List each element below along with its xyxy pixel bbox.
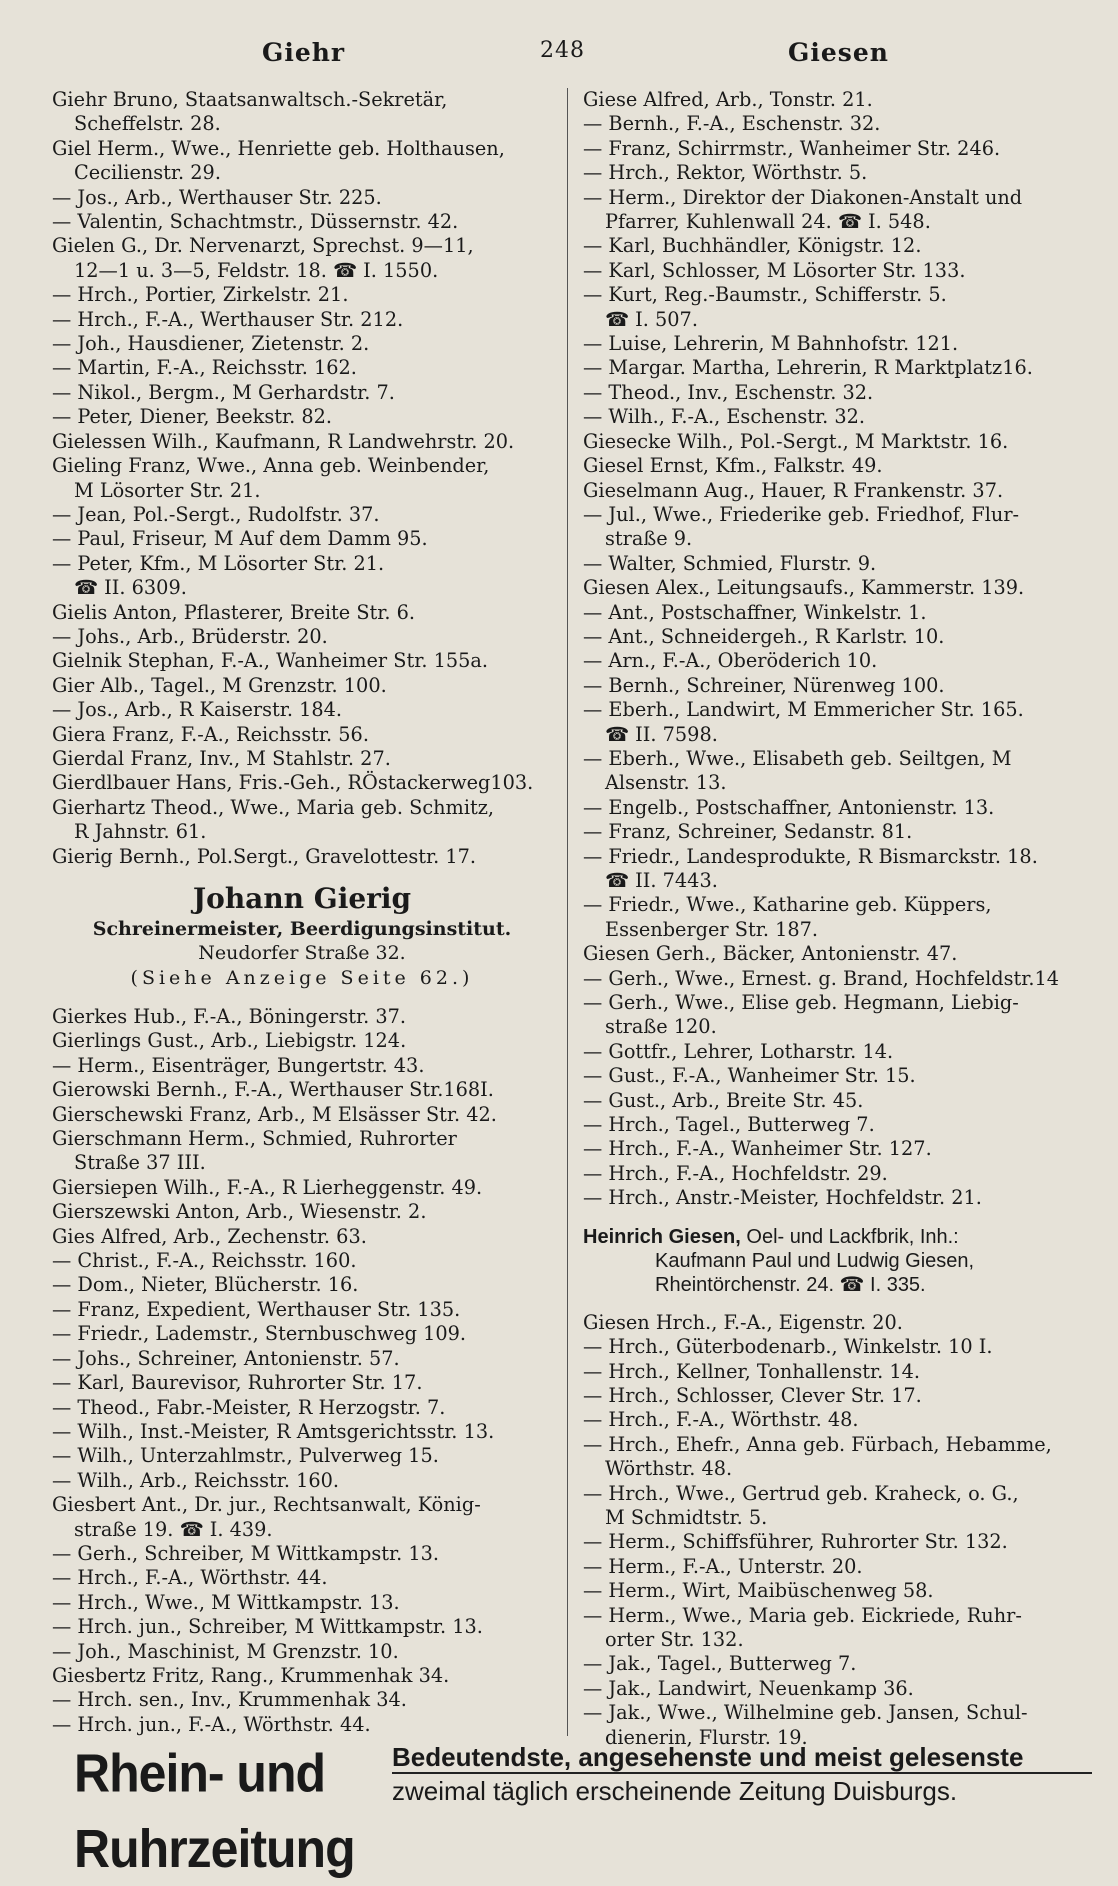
entry-line: — Hrch., Tagel., Butterweg 7.: [583, 1113, 875, 1137]
entry-line: — Herm., Wwe., Maria geb. Eickriede, Ruhr-: [583, 1603, 1022, 1627]
directory-entry: [52, 1322, 552, 1346]
directory-entry: [52, 332, 552, 356]
newspaper-ad-banner: [52, 1738, 1096, 1879]
entry-line: — Theod., Inv., Eschenstr. 32.: [583, 380, 874, 404]
directory-entry: [583, 1604, 1095, 1653]
entry-line: Alsenstr. 13.: [605, 771, 727, 795]
directory-entry: [52, 1176, 552, 1200]
ad2-line2: Kaufmann Paul und Ludwig Giesen,: [655, 1249, 975, 1272]
directory-entry: [583, 112, 1095, 136]
entry-line: Gieling Franz, Wwe., Anna geb. Weinbender,: [52, 454, 490, 478]
directory-entry: [583, 674, 1095, 698]
directory-entry: [52, 1029, 552, 1053]
directory-entry: [52, 601, 552, 625]
directory-entry: [583, 796, 1095, 820]
entry-line: — Gerh., Wwe., Elise geb. Hegmann, Liebig-: [583, 991, 1019, 1015]
entry-line: — Nikol., Bergm., M Gerhardstr. 7.: [52, 380, 395, 404]
left-entries-1: [52, 88, 552, 869]
directory-entry: [583, 1162, 1095, 1186]
entry-line: straße 120.: [605, 1015, 717, 1039]
banner-line1: Bedeutendste, angesehenste und meist gelesenste: [392, 1742, 1024, 1772]
entry-line: dienerin, Flurstr. 19.: [605, 1725, 808, 1749]
entry-line: M Schmidtstr. 5.: [605, 1505, 768, 1529]
page-header: [0, 38, 1118, 78]
directory-entry: [583, 1408, 1095, 1432]
directory-entry: [583, 1335, 1095, 1359]
heinrich-giesen-ad: [583, 1225, 1095, 1297]
entry-line: orter Str. 132.: [605, 1627, 744, 1651]
directory-entry: [52, 1249, 552, 1273]
directory-entry: [583, 1555, 1095, 1579]
directory-entry: [52, 649, 552, 673]
entry-line: — Franz, Schirrmstr., Wanheimer Str. 246.: [583, 136, 1001, 160]
directory-entry: [583, 405, 1095, 429]
entry-line: Gielen G., Dr. Nervenarzt, Sprechst. 9—11,: [52, 234, 474, 258]
directory-entry: [52, 137, 552, 186]
directory-entry: [52, 1347, 552, 1371]
entry-line: Gierig Bernh., Pol.Sergt., Gravelottestr. 17.: [52, 844, 477, 868]
entry-line: — Hrch., F.-A., Werthauser Str. 212.: [52, 307, 404, 331]
entry-line: — Hrch., F.-A., Wörthstr. 48.: [583, 1408, 859, 1432]
directory-entry: [52, 381, 552, 405]
directory-entry: [52, 1396, 552, 1420]
directory-entry: [52, 698, 552, 722]
directory-entry: [583, 893, 1095, 942]
entry-line: — Hrch. jun., Schreiber, M Wittkampstr. 13.: [52, 1615, 483, 1639]
entry-line: — Herm., Schiffsführer, Ruhrorter Str. 132.: [583, 1530, 1008, 1554]
entry-line: — Bernh., F.-A., Eschenstr. 32.: [583, 112, 881, 136]
entry-line: Giesen Gerh., Bäcker, Antonienstr. 47.: [583, 942, 958, 966]
entry-line: Gierszewski Anton, Arb., Wiesenstr. 2.: [52, 1200, 427, 1224]
directory-entry: [52, 723, 552, 747]
entry-line: — Peter, Kfm., M Lösorter Str. 21.: [52, 551, 385, 575]
directory-entry: [583, 283, 1095, 332]
entry-line: M Lösorter Str. 21.: [74, 478, 261, 502]
entry-line: — Hrch., Güterbodenarb., Winkelstr. 10 I.: [583, 1335, 993, 1359]
entry-line: Gielessen Wilh., Kaufmann, R Landwehrstr. 20.: [52, 429, 515, 453]
entry-line: — Gottfr., Lehrer, Lotharstr. 14.: [583, 1039, 894, 1063]
entry-line: R Jahnstr. 61.: [74, 820, 207, 844]
entry-line: — Martin, F.-A., Reichsstr. 162.: [52, 356, 357, 380]
entry-line: Gierdal Franz, Inv., M Stahlstr. 27.: [52, 746, 391, 770]
entry-line: — Gust., F.-A., Wanheimer Str. 15.: [583, 1064, 916, 1088]
directory-entry: [52, 1566, 552, 1590]
entry-line: — Friedr., Landesprodukte, R Bismarckstr. 18.: [583, 844, 1038, 868]
directory-entry: [583, 649, 1095, 673]
directory-entry: [583, 1113, 1095, 1137]
directory-entry: [583, 1384, 1095, 1408]
directory-entry: [52, 527, 552, 551]
entry-line: 12—1 u. 3—5, Feldstr. 18. ☎ I. 1550.: [74, 258, 439, 282]
entry-line: ☎ II. 7598.: [605, 722, 718, 746]
directory-entry: [583, 967, 1095, 991]
entry-line: — Herm., Wirt, Maibüschenweg 58.: [583, 1579, 934, 1603]
directory-entry: [583, 88, 1095, 112]
entry-line: — Arn., F.-A., Oberöderich 10.: [583, 649, 878, 673]
entry-line: Gierlings Gust., Arb., Liebigstr. 124.: [52, 1029, 407, 1053]
entry-line: — Theod., Fabr.-Meister, R Herzogstr. 7.: [52, 1395, 446, 1419]
entry-line: — Hrch. sen., Inv., Krummenhak 34.: [52, 1688, 407, 1712]
entry-line: Cecilienstr. 29.: [74, 161, 221, 185]
page-number: 248: [540, 38, 585, 63]
entry-line: — Jos., Arb., R Kaiserstr. 184.: [52, 698, 343, 722]
directory-entry: [52, 845, 552, 869]
entry-line: Giel Herm., Wwe., Henriette geb. Holthausen,: [52, 136, 505, 160]
entry-line: Essenberger Str. 187.: [605, 917, 819, 941]
entry-line: — Ant., Postschaffner, Winkelstr. 1.: [583, 600, 927, 624]
entry-line: — Jean, Pol.-Sergt., Rudolfstr. 37.: [52, 502, 380, 526]
entry-line: — Herm., Eisenträger, Bungertstr. 43.: [52, 1053, 425, 1077]
entry-line: — Walter, Schmied, Flurstr. 9.: [583, 551, 877, 575]
entry-line: Pfarrer, Kuhlenwall 24. ☎ I. 548.: [605, 210, 931, 234]
left-column: [52, 88, 552, 1736]
entry-line: Gielnik Stephan, F.-A., Wanheimer Str. 155a.: [52, 649, 488, 673]
directory-entry: [52, 1493, 552, 1542]
directory-entry: [583, 1311, 1095, 1335]
directory-entry: [583, 137, 1095, 161]
entry-line: — Hrch., F.-A., Wörthstr. 44.: [52, 1566, 328, 1590]
directory-entry: [583, 1433, 1095, 1482]
banner-line2: zweimal täglich erscheinende Zeitung Duisburgs.: [392, 1776, 958, 1806]
directory-entry: [583, 1040, 1095, 1064]
entry-line: ☎ I. 507.: [605, 307, 698, 331]
directory-entry: [52, 1420, 552, 1444]
entry-line: — Wilh., Unterzahlmstr., Pulverweg 15.: [52, 1444, 439, 1468]
directory-entry: [583, 161, 1095, 185]
directory-entry: [583, 1137, 1095, 1161]
entry-line: — Friedr., Lademstr., Sternbuschweg 109.: [52, 1322, 467, 1346]
directory-entry: [583, 332, 1095, 356]
directory-entry: [583, 698, 1095, 747]
directory-entry: [583, 845, 1095, 894]
directory-entry: [583, 1530, 1095, 1554]
entry-line: straße 9.: [605, 527, 693, 551]
entry-line: — Hrch., Schlosser, Clever Str. 17.: [583, 1383, 922, 1407]
ad2-line1-rest: Oel- und Lackfbrik, Inh.:: [746, 1225, 959, 1248]
directory-entry: [583, 942, 1095, 966]
entry-line: Giesbertz Fritz, Rang., Krummenhak 34.: [52, 1663, 450, 1687]
directory-entry: [583, 454, 1095, 478]
directory-entry: [52, 625, 552, 649]
entry-line: — Karl, Buchhändler, Königstr. 12.: [583, 234, 922, 258]
entry-line: Giesen Alex., Leitungsaufs., Kammerstr. 139.: [583, 576, 1025, 600]
directory-entry: [583, 601, 1095, 625]
entry-line: Wörthstr. 48.: [605, 1457, 733, 1481]
entry-line: Gierkes Hub., F.-A., Böningerstr. 37.: [52, 1005, 407, 1028]
entry-line: — Wilh., F.-A., Eschenstr. 32.: [583, 405, 866, 429]
entry-line: — Herm., F.-A., Unterstr. 20.: [583, 1554, 863, 1578]
entry-line: — Engelb., Postschaffner, Antonienstr. 13.: [583, 795, 995, 819]
entry-line: straße 19. ☎ I. 439.: [74, 1517, 273, 1541]
directory-entry: [583, 625, 1095, 649]
directory-entry: [52, 1640, 552, 1664]
entry-line: — Gust., Arb., Breite Str. 45.: [583, 1088, 864, 1112]
directory-entry: [52, 1298, 552, 1322]
entry-line: Gierdlbauer Hans, Fris.-Geh., RÖstackerweg103.: [52, 771, 534, 795]
entry-line: — Hrch. jun., F.-A., Wörthstr. 44.: [52, 1712, 371, 1736]
entry-line: — Hrch., F.-A., Hochfeldstr. 29.: [583, 1161, 888, 1185]
entry-line: — Luise, Lehrerin, M Bahnhofstr. 121.: [583, 332, 959, 356]
directory-entry: [52, 88, 552, 137]
entry-line: Giesbert Ant., Dr. jur., Rechtsanwalt, König-: [52, 1493, 481, 1517]
directory-entry: [52, 1615, 552, 1639]
entry-line: Giersiepen Wilh., F.-A., R Lierheggenstr. 49.: [52, 1175, 483, 1199]
directory-entry: [52, 674, 552, 698]
directory-entry: [52, 356, 552, 380]
directory-entry: [583, 503, 1095, 552]
entry-line: — Ant., Schneidergeh., R Karlstr. 10.: [583, 624, 945, 648]
entry-line: — Eberh., Landwirt, M Emmericher Str. 165.: [583, 698, 1024, 722]
entry-line: ☎ II. 6309.: [74, 576, 187, 600]
entry-line: Giesecke Wilh., Pol.-Sergt., M Marktstr. 16.: [583, 429, 1009, 453]
entry-line: — Hrch., Wwe., Gertrud geb. Kraheck, o. G.,: [583, 1481, 1019, 1505]
entry-line: — Joh., Hausdiener, Zietenstr. 2.: [52, 332, 370, 356]
directory-entry: [583, 1064, 1095, 1088]
entry-line: ☎ II. 7443.: [605, 869, 718, 892]
entry-line: — Hrch., Kellner, Tonhallenstr. 14.: [583, 1359, 920, 1383]
directory-entry: [52, 234, 552, 283]
entry-line: — Hrch., Anstr.-Meister, Hochfeldstr. 21.: [583, 1186, 982, 1210]
directory-entry: [52, 186, 552, 210]
ad2-line1: [583, 1225, 1095, 1249]
banner-rule: [392, 1772, 1092, 1774]
entry-line: — Christ., F.-A., Reichsstr. 160.: [52, 1249, 357, 1273]
entry-line: — Eberh., Wwe., Elisabeth geb. Seiltgen, M: [583, 746, 1012, 770]
entry-line: Giehr Bruno, Staatsanwaltsch.-Sekretär,: [52, 88, 448, 111]
entry-line: — Karl, Schlosser, M Lösorter Str. 133.: [583, 258, 966, 282]
entry-line: — Hrch., Wwe., M Wittkampstr. 13.: [52, 1590, 400, 1614]
directory-entry: [52, 308, 552, 332]
directory-entry: [583, 430, 1095, 454]
ad2-line3: Rheintörchenstr. 24. ☎ I. 335.: [655, 1273, 926, 1296]
right-entries-2: [583, 1311, 1095, 1750]
directory-entry: [583, 259, 1095, 283]
entry-line: — Kurt, Reg.-Baumstr., Schifferstr. 5.: [583, 283, 947, 307]
directory-entry: [52, 283, 552, 307]
entry-line: — Dom., Nieter, Blücherstr. 16.: [52, 1273, 359, 1297]
entry-line: Gielis Anton, Pflasterer, Breite Str. 6.: [52, 600, 416, 624]
entry-line: — Herm., Direktor der Diakonen-Anstalt und: [583, 185, 1023, 209]
directory-entry: [583, 1186, 1095, 1210]
directory-entry: [52, 1713, 552, 1737]
entry-line: — Jak., Wwe., Wilhelmine geb. Jansen, Schul-: [583, 1701, 1028, 1725]
entry-line: Gierschewski Franz, Arb., M Elsässer Str. 42.: [52, 1102, 497, 1126]
directory-entry: [52, 1664, 552, 1688]
directory-entry: [52, 1078, 552, 1102]
entry-line: — Hrch., Ehefr., Anna geb. Fürbach, Hebamme,: [583, 1432, 1052, 1456]
directory-entry: [583, 1652, 1095, 1676]
directory-entry: [52, 1469, 552, 1493]
ad-address: Neudorfer Straße 32.: [198, 942, 406, 964]
entry-line: Gierhartz Theod., Wwe., Maria geb. Schmitz,: [52, 795, 495, 819]
entry-line: Giesen Hrch., F.-A., Eigenstr. 20.: [583, 1310, 903, 1334]
header-right: Giesen: [788, 38, 889, 67]
directory-entry: [583, 1360, 1095, 1384]
entry-line: — Peter, Diener, Beekstr. 82.: [52, 405, 332, 429]
directory-entry: [52, 1225, 552, 1249]
entry-line: — Hrch., Rektor, Wörthstr. 5.: [583, 161, 868, 185]
directory-entry: [52, 1591, 552, 1615]
directory-entry: [52, 1054, 552, 1078]
directory-entry: [52, 1542, 552, 1566]
entry-line: Giera Franz, F.-A., Reichsstr. 56.: [52, 722, 369, 746]
entry-line: — Margar. Martha, Lehrerin, R Marktplatz16.: [583, 356, 1033, 380]
directory-entry: [52, 1200, 552, 1224]
entry-line: — Gerh., Schreiber, M Wittkampstr. 13.: [52, 1541, 440, 1565]
directory-entry: [583, 479, 1095, 503]
directory-entry: [52, 1103, 552, 1127]
entry-line: — Karl, Baurevisor, Ruhrorter Str. 17.: [52, 1371, 423, 1395]
entry-line: Gierschmann Herm., Schmied, Ruhrorter: [52, 1127, 457, 1151]
entry-line: — Valentin, Schachtmstr., Düssernstr. 42.: [52, 210, 459, 234]
entry-line: — Franz, Expedient, Werthauser Str. 135.: [52, 1297, 461, 1321]
entry-line: — Friedr., Wwe., Katharine geb. Küppers,: [583, 893, 992, 917]
ad-subtitle: Schreinermeister, Beerdigungsinstitut.: [92, 918, 512, 940]
directory-entry: [52, 1688, 552, 1712]
directory-entry: [52, 552, 552, 601]
ad-name: Johann Gierig: [192, 882, 412, 915]
entry-line: — Jos., Arb., Werthauser Str. 225.: [52, 185, 382, 209]
entry-line: Scheffelstr. 28.: [74, 112, 221, 136]
directory-entry: [583, 1482, 1095, 1531]
directory-entry: [583, 1579, 1095, 1603]
directory-entry: [583, 186, 1095, 235]
entry-line: Gier Alb., Tagel., M Grenzstr. 100.: [52, 673, 387, 697]
directory-entry: [52, 796, 552, 845]
right-column: [583, 88, 1095, 1749]
directory-entry: [52, 1005, 552, 1029]
entry-line: — Bernh., Schreiner, Nürenweg 100.: [583, 673, 945, 697]
directory-entry: [583, 991, 1095, 1040]
directory-entry: [52, 747, 552, 771]
entry-line: Gieselmann Aug., Hauer, R Frankenstr. 37.: [583, 478, 1004, 502]
entry-line: Giese Alfred, Arb., Tonstr. 21.: [583, 88, 873, 111]
entry-line: — Paul, Friseur, M Auf dem Damm 95.: [52, 527, 428, 551]
directory-entry: [52, 1371, 552, 1395]
left-entries-2: [52, 1005, 552, 1737]
entry-line: — Johs., Arb., Brüderstr. 20.: [52, 624, 328, 648]
ad-reference: (Siehe Anzeige Seite 62.): [130, 967, 474, 989]
johann-gierig-ad: [52, 881, 552, 991]
directory-entry: [583, 1677, 1095, 1701]
entry-line: Straße 37 III.: [74, 1151, 206, 1175]
header-left: Giehr: [262, 38, 346, 67]
directory-entry: [583, 1089, 1095, 1113]
ad2-name: Heinrich Giesen,: [583, 1225, 741, 1248]
directory-entry: [583, 820, 1095, 844]
directory-entry: [583, 576, 1095, 600]
directory-entry: [52, 771, 552, 795]
entry-line: — Franz, Schreiner, Sedanstr. 81.: [583, 820, 913, 844]
directory-entry: [583, 356, 1095, 380]
directory-entry: [583, 747, 1095, 796]
entry-line: — Jul., Wwe., Friederike geb. Friedhof, Flur-: [583, 502, 1020, 526]
entry-line: — Jak., Landwirt, Neuenkamp 36.: [583, 1676, 914, 1700]
entry-line: — Johs., Schreiner, Antonienstr. 57.: [52, 1346, 400, 1370]
entry-line: — Wilh., Arb., Reichsstr. 160.: [52, 1468, 340, 1492]
directory-entry: [583, 381, 1095, 405]
entry-line: — Jak., Tagel., Butterweg 7.: [583, 1652, 857, 1676]
directory-entry: [52, 430, 552, 454]
directory-entry: [52, 503, 552, 527]
column-divider: [567, 88, 568, 1736]
entry-line: Gies Alfred, Arb., Zechenstr. 63.: [52, 1224, 367, 1248]
entry-line: — Hrch., F.-A., Wanheimer Str. 127.: [583, 1137, 932, 1161]
directory-entry: [52, 454, 552, 503]
directory-entry: [52, 405, 552, 429]
entry-line: — Joh., Maschinist, M Grenzstr. 10.: [52, 1639, 399, 1663]
entry-line: — Hrch., Portier, Zirkelstr. 21.: [52, 283, 349, 307]
directory-entry: [52, 1127, 552, 1176]
entry-line: — Gerh., Wwe., Ernest. g. Brand, Hochfeldstr.14: [583, 966, 1059, 990]
entry-line: — Wilh., Inst.-Meister, R Amtsgerichtsstr. 13.: [52, 1419, 495, 1443]
right-entries-1: [583, 88, 1095, 1211]
directory-entry: [583, 234, 1095, 258]
directory-entry: [52, 210, 552, 234]
banner-title: Rhein- und Ruhrzeitung: [74, 1742, 355, 1879]
directory-entry: [583, 552, 1095, 576]
entry-line: Gierowski Bernh., F.-A., Werthauser Str.168I.: [52, 1078, 494, 1102]
entry-line: Giesel Ernst, Kfm., Falkstr. 49.: [583, 454, 883, 478]
directory-entry: [52, 1273, 552, 1297]
directory-entry: [52, 1444, 552, 1468]
